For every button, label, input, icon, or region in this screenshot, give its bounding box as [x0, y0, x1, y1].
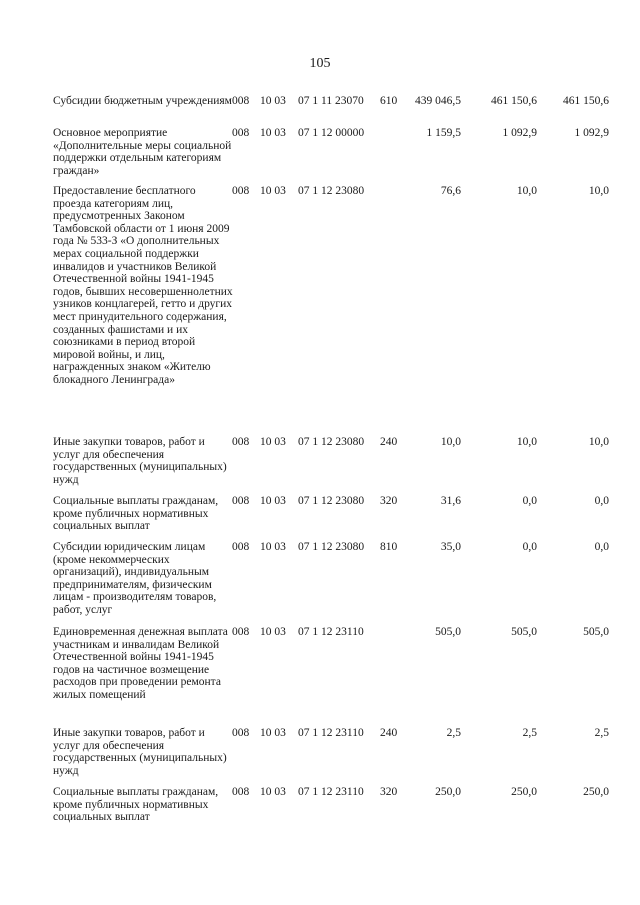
row-amount-year-2: 0,0 [522, 495, 537, 507]
row-name: Социальные выплаты гражданам, кроме публичных нормативных социальных выплат [53, 495, 219, 533]
row-name: Субсидии юридическим лицам (кроме некоммерческих организаций), индивидуальным предпринимателям, физическим лицам - производителям товаров, работ, услуг [53, 541, 217, 616]
row-amount-year-3: 10,0 [588, 185, 609, 197]
row-amount-year-3: 0,0 [594, 541, 609, 553]
row-target-article: 07 1 12 23080 [298, 495, 365, 507]
row-section-code: 10 03 [260, 127, 286, 139]
row-name: Социальные выплаты гражданам, кроме публичных нормативных социальных выплат [53, 786, 219, 824]
row-amount-year-1: 35,0 [440, 541, 461, 553]
row-target-article: 07 1 12 00000 [298, 127, 365, 139]
row-section-code: 10 03 [260, 626, 286, 638]
row-name: Основное мероприятие «Дополнительные меры социальной поддержки отдельным категориям граждан» [53, 127, 232, 177]
row-name: Иные закупки товаров, работ и услуг для обеспечения государственных (муниципальных) нужд [53, 727, 227, 777]
row-amount-year-3: 505,0 [583, 626, 609, 638]
row-expense-type: 240 [380, 436, 398, 448]
row-name: Субсидии бюджетным учреждениям [53, 95, 232, 107]
row-section-code: 10 03 [260, 786, 286, 798]
row-section-code: 10 03 [260, 436, 286, 448]
row-target-article: 07 1 12 23080 [298, 185, 365, 197]
row-admin-code: 008 [232, 436, 250, 448]
row-admin-code: 008 [232, 727, 250, 739]
row-amount-year-2: 250,0 [511, 786, 537, 798]
row-section-code: 10 03 [260, 95, 286, 107]
row-amount-year-1: 76,6 [440, 185, 461, 197]
row-expense-type: 320 [380, 786, 398, 798]
row-target-article: 07 1 11 23070 [298, 95, 364, 107]
row-admin-code: 008 [232, 786, 250, 798]
row-amount-year-3: 461 150,6 [563, 95, 609, 107]
row-admin-code: 008 [232, 127, 250, 139]
row-amount-year-2: 10,0 [516, 185, 537, 197]
row-amount-year-2: 0,0 [522, 541, 537, 553]
row-amount-year-2: 505,0 [511, 626, 537, 638]
row-amount-year-3: 250,0 [583, 786, 609, 798]
row-amount-year-2: 10,0 [516, 436, 537, 448]
row-section-code: 10 03 [260, 185, 286, 197]
row-amount-year-1: 250,0 [435, 786, 461, 798]
row-target-article: 07 1 12 23110 [298, 786, 364, 798]
row-name: Иные закупки товаров, работ и услуг для обеспечения государственных (муниципальных) нужд [53, 436, 227, 486]
row-expense-type: 320 [380, 495, 398, 507]
row-name: Единовременная денежная выплата участникам и инвалидам Великой Отечественной войны 1941-1945 годов на частичное возмещение расходов при проведении ремонта жилых помещений [53, 626, 228, 701]
row-name: Предоставление бесплатного проезда категориям лиц, предусмотренных Законом Тамбовской области от 1 июня 2009 года № 533-З «О дополнительных мерах социальной поддержки инвалидов и участников Великой Отечественной войны 1941-1945 годов, бывших несовершеннолетних узников концлагерей, гетто и других мест принудительного содержания, созданных фашистами и их союзниками в период второй мировой войны, и лиц, награжденных знаком «Жителю блокадного Ленинграда» [53, 185, 233, 386]
row-expense-type: 610 [380, 95, 398, 107]
row-amount-year-2: 461 150,6 [491, 95, 537, 107]
row-expense-type: 810 [380, 541, 398, 553]
row-amount-year-1: 2,5 [446, 727, 461, 739]
row-amount-year-3: 2,5 [594, 727, 609, 739]
row-expense-type: 240 [380, 727, 398, 739]
row-amount-year-2: 2,5 [522, 727, 537, 739]
row-amount-year-1: 31,6 [440, 495, 461, 507]
row-target-article: 07 1 12 23110 [298, 727, 364, 739]
row-admin-code: 008 [232, 626, 250, 638]
row-section-code: 10 03 [260, 727, 286, 739]
page-number: 105 [309, 56, 331, 71]
row-admin-code: 008 [232, 541, 250, 553]
row-amount-year-1: 505,0 [435, 626, 461, 638]
row-target-article: 07 1 12 23080 [298, 541, 365, 553]
row-amount-year-2: 1 092,9 [502, 127, 537, 139]
row-amount-year-1: 439 046,5 [415, 95, 461, 107]
row-admin-code: 008 [232, 495, 250, 507]
row-section-code: 10 03 [260, 541, 286, 553]
row-section-code: 10 03 [260, 495, 286, 507]
row-amount-year-3: 0,0 [594, 495, 609, 507]
row-admin-code: 008 [232, 95, 250, 107]
row-amount-year-3: 10,0 [588, 436, 609, 448]
row-target-article: 07 1 12 23110 [298, 626, 364, 638]
row-target-article: 07 1 12 23080 [298, 436, 365, 448]
row-amount-year-1: 10,0 [440, 436, 461, 448]
row-admin-code: 008 [232, 185, 250, 197]
row-amount-year-1: 1 159,5 [426, 127, 461, 139]
row-amount-year-3: 1 092,9 [574, 127, 609, 139]
